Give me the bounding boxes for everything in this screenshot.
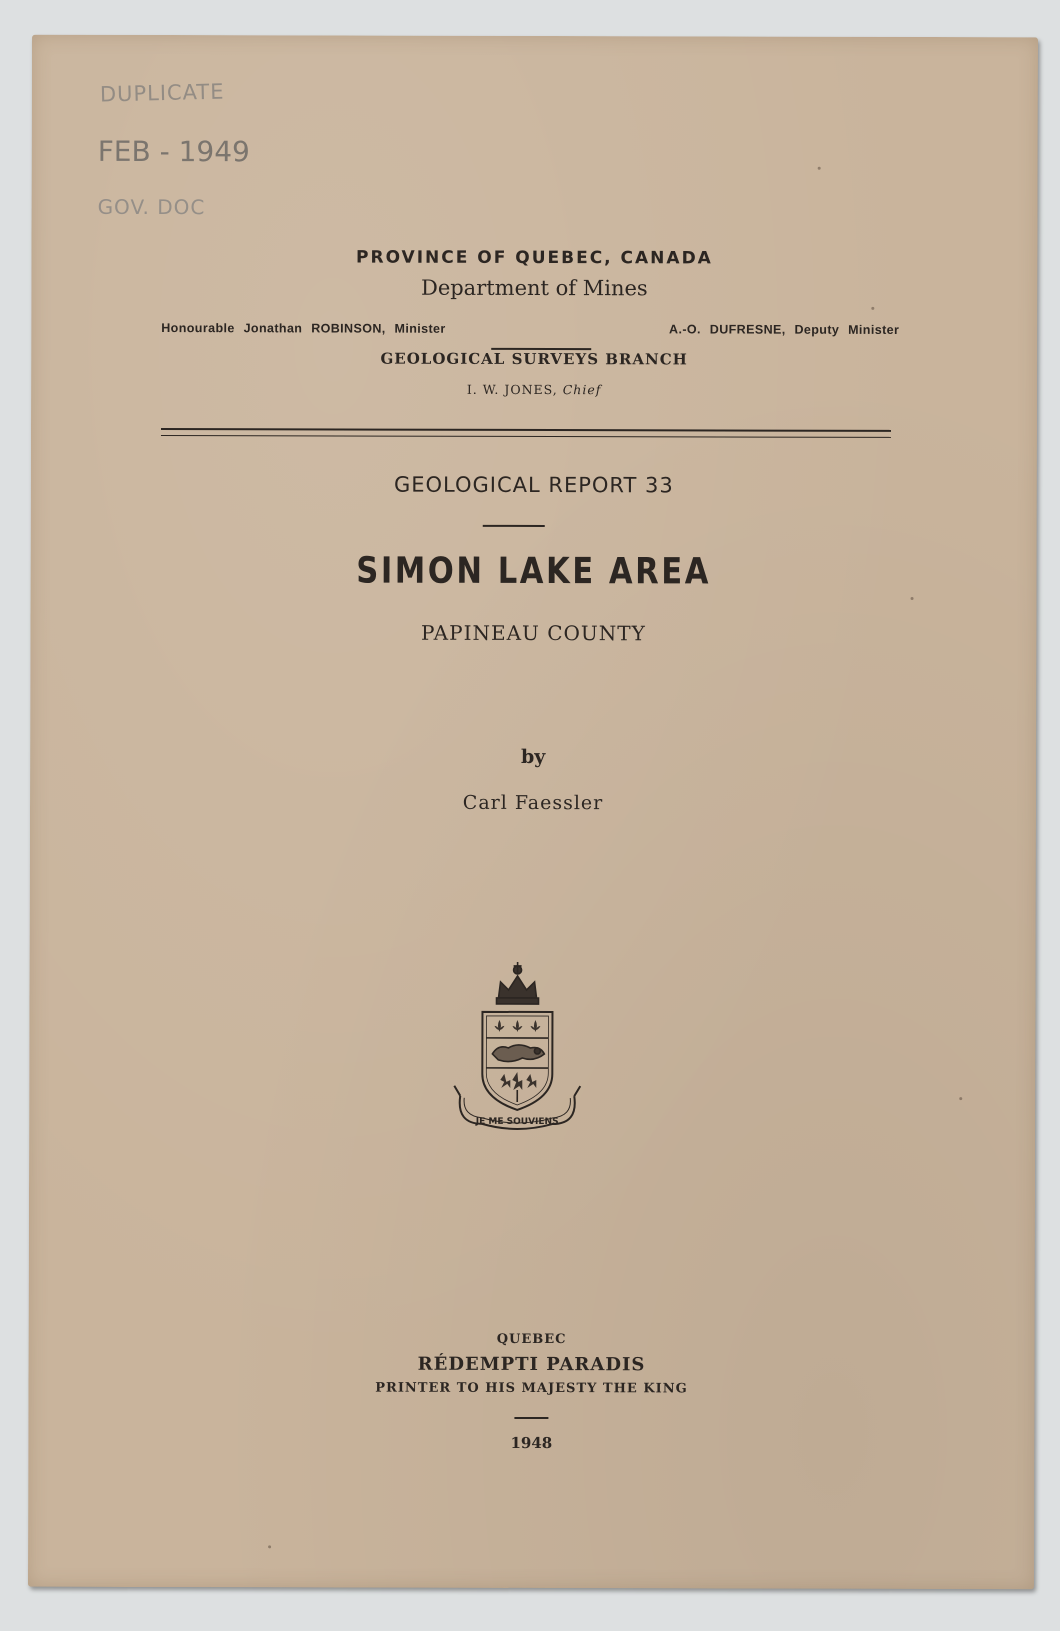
publisher-city: QUEBEC bbox=[496, 1331, 567, 1348]
publication-year: 1948 bbox=[510, 1433, 553, 1453]
author-name: Carl Faessler bbox=[462, 791, 604, 815]
quebec-coat-of-arms-icon bbox=[442, 956, 592, 1146]
branch-chief bbox=[31, 381, 1037, 399]
chief-name: I. W. JONES, bbox=[466, 381, 558, 398]
by-label: by bbox=[520, 745, 546, 769]
report-title: SIMON LAKE AREA bbox=[356, 550, 712, 593]
paper-speck bbox=[911, 597, 914, 600]
divider bbox=[514, 1417, 548, 1419]
officials-line bbox=[161, 321, 900, 337]
duplicate-stamp: DUPLICATE bbox=[99, 79, 225, 107]
date-stamp: FEB - 1949 bbox=[97, 134, 250, 169]
double-divider bbox=[161, 428, 891, 438]
printer-name: RÉDEMPTI PARADIS bbox=[417, 1353, 646, 1376]
report-series: GEOLOGICAL REPORT 33 bbox=[393, 472, 674, 498]
paper-speck bbox=[818, 167, 821, 170]
county-name: PAPINEAU COUNTY bbox=[421, 620, 646, 646]
paper-speck bbox=[871, 307, 874, 310]
chief-title: Chief bbox=[562, 382, 602, 398]
department-name: Department of Mines bbox=[420, 275, 648, 301]
printer-title: PRINTER TO HIS MAJESTY THE KING bbox=[375, 1380, 688, 1397]
branch-name: GEOLOGICAL SURVEYS BRANCH bbox=[380, 349, 688, 369]
deputy-minister-name: A.-O. DUFRESNE, Deputy Minister bbox=[669, 322, 900, 337]
province-heading: PROVINCE OF QUEBEC, CANADA bbox=[356, 247, 713, 269]
report-cover bbox=[28, 35, 1038, 1590]
paper-speck bbox=[959, 1097, 962, 1100]
minister-name: Honourable Jonathan ROBINSON, Minister bbox=[161, 321, 446, 336]
crest-motto: JE ME SOUVIENS bbox=[475, 1116, 559, 1128]
paper-speck bbox=[268, 1545, 271, 1548]
divider bbox=[483, 525, 545, 527]
gov-doc-stamp: GOV. DOC bbox=[97, 194, 206, 220]
